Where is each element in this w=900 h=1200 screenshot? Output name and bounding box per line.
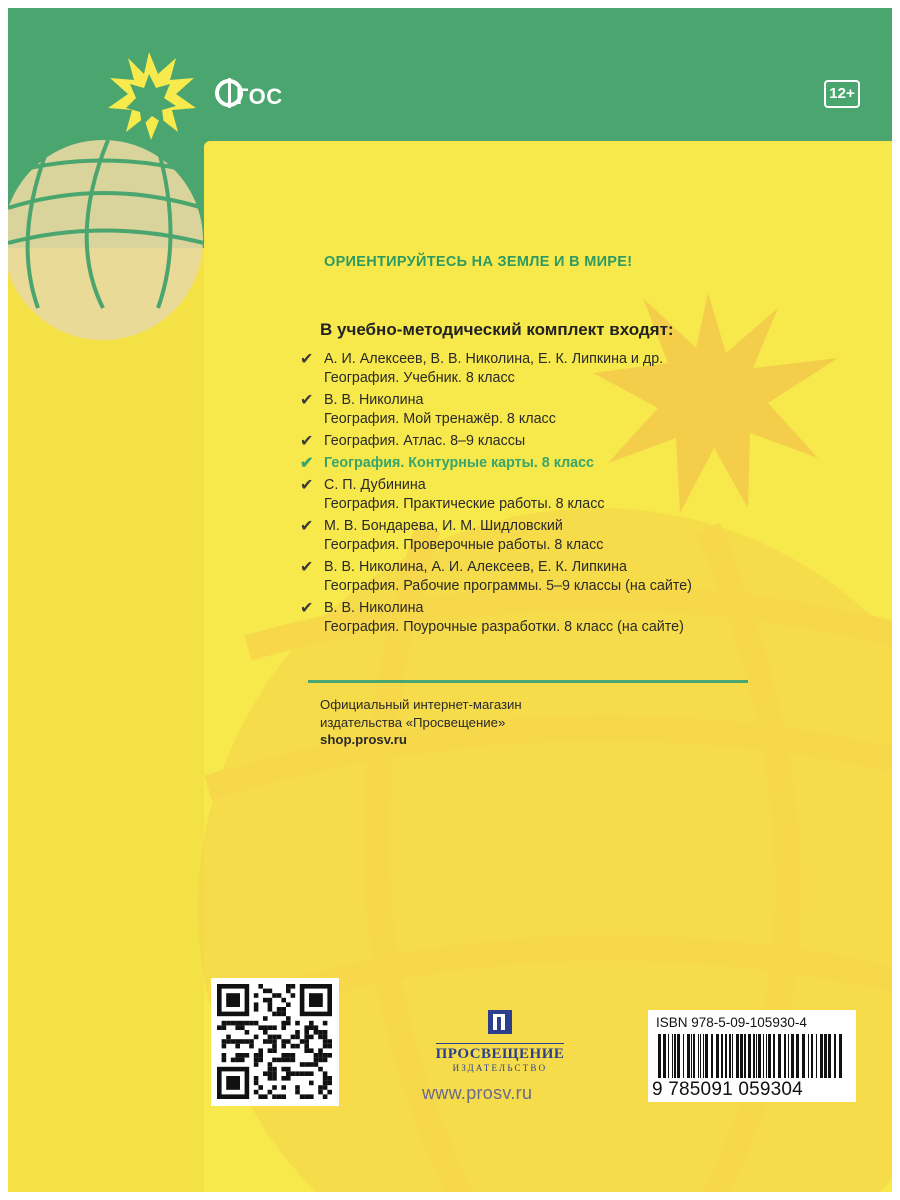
slogan: ОРИЕНТИРУЙТЕСЬ НА ЗЕМЛЕ И В МИРЕ! (324, 254, 633, 270)
kit-item (296, 476, 856, 514)
barcode-image (656, 1034, 848, 1078)
kit-item-line: География. Рабочие программы. 5–9 классы (на сайте) (324, 578, 692, 594)
small-globe (8, 140, 204, 340)
checkmark-icon: ✔ (300, 559, 314, 576)
kit-item (296, 432, 856, 451)
barcode-digits: 9 785091 059304 (652, 1079, 803, 1100)
age-rating-badge: 12+ (824, 80, 860, 108)
book-back-cover (8, 8, 892, 1192)
kit-item-line: География. Учебник. 8 класс (324, 370, 515, 386)
qr-code-image (211, 978, 339, 1106)
checkmark-icon: ✔ (300, 433, 314, 450)
kit-item (296, 517, 856, 555)
kit-item-line: В. В. Николина (324, 392, 424, 408)
kit-item (296, 454, 856, 473)
kit-item (296, 558, 856, 596)
kit-item-line: География. Атлас. 8–9 классы (324, 433, 526, 449)
divider-line (308, 680, 748, 683)
shop-line-2: издательства «Просвещение» (320, 714, 506, 730)
kit-item-line: В. В. Николина, А. И. Алексеев, Е. К. Липкина (324, 559, 627, 575)
publisher-logo (420, 1008, 580, 1073)
kit-item-line: География. Проверочные работы. 8 класс (324, 537, 604, 553)
fgos-label: ГОС (236, 84, 283, 109)
kit-list (296, 350, 856, 640)
kit-heading: В учебно-методический комплект входят: (320, 320, 674, 339)
kit-item-line: География. Практические работы. 8 класс (324, 496, 605, 512)
checkmark-icon: ✔ (300, 351, 314, 368)
isbn-label: ISBN 978-5-09-105930-4 (656, 1015, 807, 1030)
qr-code (211, 978, 339, 1106)
kit-item-line: География. Поурочные разработки. 8 класс (на сайте) (324, 619, 684, 635)
kit-item-line: География. Контурные карты. 8 класс (324, 455, 595, 471)
checkmark-icon: ✔ (300, 518, 314, 535)
checkmark-icon: ✔ (300, 600, 314, 617)
shop-url[interactable]: shop.prosv.ru (320, 732, 407, 747)
kit-item-line: В. В. Николина (324, 600, 424, 616)
kit-item (296, 350, 856, 388)
publisher-subtitle: ИЗДАТЕЛЬСТВО (452, 1063, 548, 1073)
kit-item-line: М. В. Бондарева, И. М. Шидловский (324, 518, 563, 534)
checkmark-icon: ✔ (300, 455, 314, 472)
shop-info (320, 696, 522, 749)
checkmark-icon: ✔ (300, 477, 314, 494)
kit-item-line: С. П. Дубинина (324, 477, 426, 493)
kit-item-line: География. Мой тренажёр. 8 класс (324, 411, 556, 427)
prosveshchenie-logo-icon (486, 1008, 514, 1036)
kit-item (296, 391, 856, 429)
isbn-barcode-box (648, 1010, 856, 1102)
checkmark-icon: ✔ (300, 392, 314, 409)
kit-item (296, 599, 856, 637)
shop-line-1: Официальный интернет-магазин (320, 697, 522, 712)
publisher-name: ПРОСВЕЩЕНИЕ (436, 1043, 565, 1063)
kit-item-line: А. И. Алексеев, В. В. Николина, Е. К. Липкина и др. (324, 351, 664, 367)
publisher-website[interactable]: www.prosv.ru (422, 1083, 533, 1103)
